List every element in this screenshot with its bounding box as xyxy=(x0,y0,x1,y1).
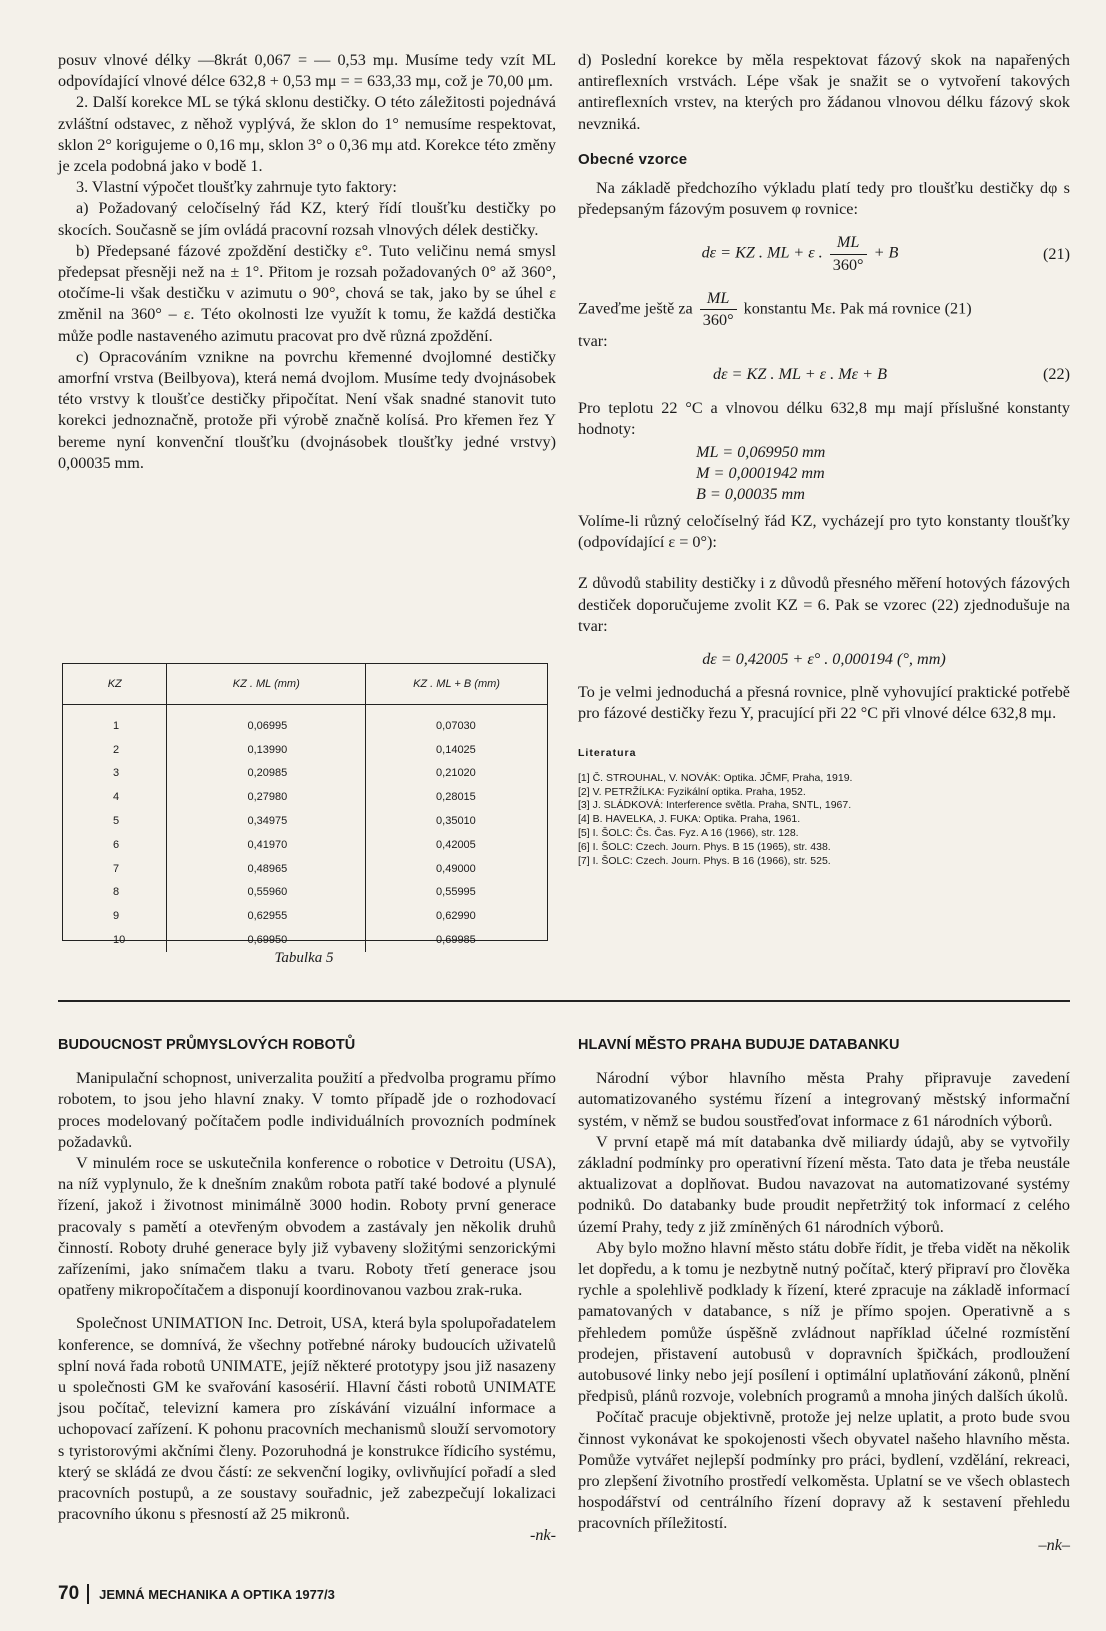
table-cell: 1 xyxy=(113,719,120,732)
table-cell: 2 xyxy=(113,743,120,756)
paragraph: Pro teplotu 22 °C a vlnovou délku 632,8 mμ mají příslušné konstanty hodnoty: xyxy=(578,398,1070,438)
table-cell: 0,62955 xyxy=(167,904,366,928)
table-cell: 0,06995 xyxy=(167,705,366,738)
equation-body: dε = 0,42005 + ε° . 0,000194 (°, mm) xyxy=(702,650,946,669)
data-table xyxy=(63,664,547,952)
reference-item: [5] I. ŠOLC: Čs. Čas. Fyz. A 16 (1966), str. 128. xyxy=(578,827,799,840)
reference-item: [4] B. HAVELKA, J. FUKA: Optika. Praha, 1961. xyxy=(578,813,801,826)
table-row xyxy=(63,881,547,905)
equation-text: + B xyxy=(873,243,899,262)
table-cell: 0,41970 xyxy=(167,833,366,857)
paragraph: V první etapě má mít databanka dvě miliardy údajů, aby se vytvořily základní podmínky pro operativní řízení města. Tato data je třeba neustále aktualizovat a doplňovat. Budou navazovat na automatizované systémy podniků. Do databanky bude proudit nepřetržitý tok informací z celého území Prahy, tedy z již zmíněných 61 národních výborů. xyxy=(578,1132,1070,1236)
table-header-cell: KZ . ML (mm) xyxy=(167,664,366,705)
table-row xyxy=(63,738,547,762)
table-header-cell: KZ . ML + B (mm) xyxy=(366,664,547,705)
table-row xyxy=(63,857,547,881)
constant-line: ML = 0,069950 mm xyxy=(696,443,826,462)
table-cell: 0,13990 xyxy=(167,738,366,762)
paragraph: Společnost UNIMATION Inc. Detroit, USA, která byla spolupořadatelem konference, se domnívá, že všechny potřebné nároky budoucích uživatelů splní nová řada robotů UNIMATE, jejíž některé prototypy jsou již nasazeny u společnosti GM ke svařování kasosérií. Hlavní části robotů UNIMATE jsou počítač, televizní kamera pro získávání vizuální informace a uchopovací zařízení. K pohonu pracovních mechanismů slouží servomotory s tyristorovými akčními členy. Pozoruhodná je konstrukce řídicího systému, který se skládá ze dvou částí: ze sekvenční logiky, ovlivňující pořadí a sled pracovních postupů, a ze soustavy souřadnic, jež zabezpečují lokalizaci pracovního úkonu s přesností až 25 mikronů. xyxy=(58,1314,556,1524)
paragraph xyxy=(578,288,1070,331)
table-cell: 8 xyxy=(113,886,120,899)
paragraph: Z důvodů stability destičky i z důvodů přesného měření hotových fázových destiček doporučujeme zvolit KZ = 6. Pak se vzorec (22) zjednodušuje na tvar: xyxy=(578,574,1070,635)
paragraph: Na základě předchozího výkladu platí tedy pro tloušťku destičky dφ s předepsaným fázovým posuvem φ rovnice: xyxy=(578,179,1070,219)
paragraph: V minulém roce se uskutečnila konference o robotice v Detroitu (USA), na níž vyplynulo, že k dnešním znakům robota patří také bodové a plynulé řízení, jakož i životnost minimálně 3000 hodin. Roboty první generace pracovaly s pamětí a otevřeným obvodem a zastávaly jen několik druhů činností. Roboty druhé generace byly již vybaveny složitými senzorickými zařízeními, jako snímačem tlaku a tvaru. Roboty třetí generace jsou opatřeny mikropočítačem a disponují koordinovanou vazbou zrak-ruka. xyxy=(58,1154,556,1300)
table-cell: 0,35010 xyxy=(366,809,547,833)
table-cell: 0,55960 xyxy=(167,881,366,905)
table-row xyxy=(63,762,547,786)
fraction-denominator: 360° xyxy=(702,311,734,330)
equation-body xyxy=(578,232,1022,275)
table-header-cell: KZ xyxy=(63,664,167,705)
table-cell: 0,69985 xyxy=(366,928,547,952)
paragraph: To je velmi jednoduchá a přesná rovnice, plně vyhovující praktické potřebě pro fázové destičky řezu Y, pracující při 22 °C při vlnové délce 632,8 mμ. xyxy=(578,683,1070,723)
author-signature: -nk- xyxy=(529,1526,556,1545)
text-run: konstantu Mε. Pak má rovnice (21) xyxy=(743,299,972,318)
table-cell: 0,49000 xyxy=(366,857,547,881)
reference-item: [2] V. PETRŽÍLKA: Fyzikální optika. Praha, 1952. xyxy=(578,785,806,798)
fraction xyxy=(700,288,737,331)
paragraph: 2. Další korekce ML se týká sklonu destičky. O této záležitosti pojednává zvláštní odstavec, z něhož vyplývá, že sklon do 1° nemusíme respektovat, sklon 2° korigujeme o 0,16 mμ, sklon 3° o 0,36 mμ atd. Korekce této změny je zcela podobná jako v bodě 1. xyxy=(58,93,556,176)
table-cell: 5 xyxy=(113,815,120,828)
section-divider xyxy=(58,1000,1070,1002)
table-cell: 9 xyxy=(113,910,120,923)
paragraph: b) Předepsané fázové zpoždění destičky ε°. Tuto veličinu nemá smysl předepsat přesněji než na ± 1°. Přitom je rozsah požadovaných 0° až 360°, otočíme-li však destičku v azimutu o 90°, chová se tak, jako by se úhel ε změnil na 360° – ε. Této okolnosti lze využít k tomu, že každá destička může podle nastaveného azimutu pracovat pro dvě různá zpoždění. xyxy=(58,241,556,345)
data-table-frame xyxy=(62,663,548,947)
paragraph: posuv vlnové délky —8krát 0,067 = — 0,53 mμ. Musíme tedy vzít ML odpovídající vlnové délce 632,8 + 0,53 mμ = = 633,33 mμ, což je 70,00 μm. xyxy=(58,51,556,91)
equation-body: dε = KZ . ML + ε . Mε + B xyxy=(713,365,887,384)
table-cell: 0,69950 xyxy=(167,928,366,952)
equation-text: dε = KZ . ML + ε . xyxy=(701,243,823,262)
equation-simplified xyxy=(578,649,1070,670)
paragraph: c) Opracováním vznikne na povrchu křemenné dvojlomné destičky amorfní vrstva (Beilbyova), která nemá dvojlom. Musíme tedy dvojnásobek této vrstvy k tloušťce destičky připočítat. Není však snadné stanovit tuto korekci jednoznačně, protože při výrobě značně kolísá. Pro křemen řez Y bereme nyní konvenční tloušťku (dvojnásobek tloušťky jedné vrstvy) 0,00035 mm. xyxy=(58,347,556,472)
fraction xyxy=(830,232,867,275)
equation-21 xyxy=(578,232,1070,275)
news-column-left xyxy=(58,1035,556,1547)
table-cell: 0,62990 xyxy=(366,904,547,928)
footer-divider xyxy=(87,1584,89,1604)
table-row xyxy=(63,904,547,928)
table-cell: 6 xyxy=(113,838,120,851)
references-heading: Literatura xyxy=(578,746,637,759)
news-column-right xyxy=(578,1035,1070,1556)
table-cell: 7 xyxy=(113,862,120,875)
table-cell: 0,55995 xyxy=(366,881,547,905)
equation-22 xyxy=(578,364,1070,385)
page-footer xyxy=(58,1583,335,1605)
constant-line: M = 0,0001942 mm xyxy=(696,464,825,483)
news-heading: BUDOUCNOST PRŮMYSLOVÝCH ROBOTŮ xyxy=(58,1037,356,1053)
reference-item: [7] I. ŠOLC: Czech. Journ. Phys. B 16 (1966), str. 525. xyxy=(578,854,831,867)
table-caption: Tabulka 5 xyxy=(274,950,334,966)
paragraph: Volíme-li různý celočíselný řád KZ, vycházejí pro tyto konstanty tloušťky (odpovídající ε = 0°): xyxy=(578,512,1070,552)
table-cell: 0,42005 xyxy=(366,833,547,857)
table-cell: 0,07030 xyxy=(366,705,547,738)
journal-title: JEMNÁ MECHANIKA A OPTIKA 1977/3 xyxy=(99,1586,335,1602)
table-cell: 3 xyxy=(113,767,120,780)
equation-number: (22) xyxy=(1043,365,1070,384)
paragraph: Manipulační schopnost, univerzalita použití a předvolba programu přímo robotem, to jsou jeho hlavní znaky. V tomto případě jde o rozhodovací proces modelovaný počítačem podle individuálních provozních podmínek požadavků. xyxy=(58,1069,556,1151)
table-row xyxy=(63,833,547,857)
constant-line: B = 0,00035 mm xyxy=(696,485,805,504)
equation-number: (21) xyxy=(1043,244,1070,263)
table-cell: 0,27980 xyxy=(167,785,366,809)
table-cell: 0,21020 xyxy=(366,762,547,786)
references-list xyxy=(578,772,1070,869)
constants-list xyxy=(696,442,1070,505)
author-signature: –nk– xyxy=(1038,1535,1070,1554)
paragraph: a) Požadovaný celočíselný řád KZ, který řídí tloušťku destičky po skocích. Současně se jím ovládá pracovní rozsah vlnových délek destičky. xyxy=(58,199,556,239)
article-column-left-top xyxy=(58,50,556,474)
paragraph: Počítač pracuje objektivně, protože jej nelze uplatit, a proto bude svou činnost vykonávat ke spokojenosti všech obyvatel našeho hlavního města. Pomůže vytvářet nejlepší podmínky pro práci, bydlení, vzdělání, rekreaci, pro zlepšení životního prostředí velkoměsta. Uplatní se ve všech oblastech hospodářství od centrálního řízení dopravy až k sestavení přehledu pracovních příležitostí. xyxy=(578,1408,1070,1533)
table-cell: 0,20985 xyxy=(167,762,366,786)
table-row xyxy=(63,705,547,738)
reference-item: [6] I. ŠOLC: Czech. Journ. Phys. B 15 (1965), str. 438. xyxy=(578,840,831,853)
news-heading: HLAVNÍ MĚSTO PRAHA BUDUJE DATABANKU xyxy=(578,1037,900,1053)
paragraph: Národní výbor hlavního města Prahy připravuje zavedení automatizovaného systému řízení a integrovaný městský informační systém, v němž se budou soustřeďovat informace z 61 národních výborů. xyxy=(578,1069,1070,1130)
fraction-denominator: 360° xyxy=(832,255,864,274)
section-heading: Obecné vzorce xyxy=(578,150,688,168)
reference-item: [3] J. SLÁDKOVÁ: Interference světla. Praha, SNTL, 1967. xyxy=(578,799,852,812)
table-row xyxy=(63,809,547,833)
text-run: Zaveďme ještě za xyxy=(578,299,693,318)
table-row xyxy=(63,928,547,952)
table-header-row xyxy=(63,664,547,705)
page-number: 70 xyxy=(58,1583,80,1604)
table-cell: 0,34975 xyxy=(167,809,366,833)
article-column-right-top xyxy=(578,50,1070,868)
fraction-numerator: ML xyxy=(830,232,867,254)
paragraph: 3. Vlastní výpočet tloušťky zahrnuje tyto faktory: xyxy=(76,178,397,197)
table-cell: 10 xyxy=(113,934,126,947)
paragraph: Aby bylo možno hlavní město státu dobře řídit, je třeba vidět na několik let dopředu, a k tomu je nezbytně nutný počítač, který připraví pro člověka rychle a spolehlivě podklady k řízení, které zpracuje na základě informací pamatovaných v databance, s níž je přímo spojen. Operativně a s přehledem pomůže úspěšně zvládnout například účelné rozmístění prodejen, přistavení autobusů v dopravních špičkách, prodloužení autobusové linky nebo její posílení i optimální uplatňování zákonů, plnění předpisů, plánů rozvoje, volebních programů a mnoha jiných dalších úkolů. xyxy=(578,1238,1070,1406)
paragraph: d) Poslední korekce by měla respektovat fázový skok na napařených antireflexních vrstvách. Lépe však je snažit se o vytvoření takových antireflexních vrstev, na kterých pro žádanou vlnovou délku fázový skok nevzniká. xyxy=(578,51,1070,133)
table-cell: 4 xyxy=(113,791,120,804)
reference-item: [1] Č. STROUHAL, V. NOVÁK: Optika. JČMF, Praha, 1919. xyxy=(578,771,853,784)
table-row xyxy=(63,785,547,809)
paragraph: tvar: xyxy=(578,332,608,351)
table-cell: 0,48965 xyxy=(167,857,366,881)
table-cell: 0,28015 xyxy=(366,785,547,809)
fraction-numerator: ML xyxy=(700,288,737,310)
table-cell: 0,14025 xyxy=(366,738,547,762)
